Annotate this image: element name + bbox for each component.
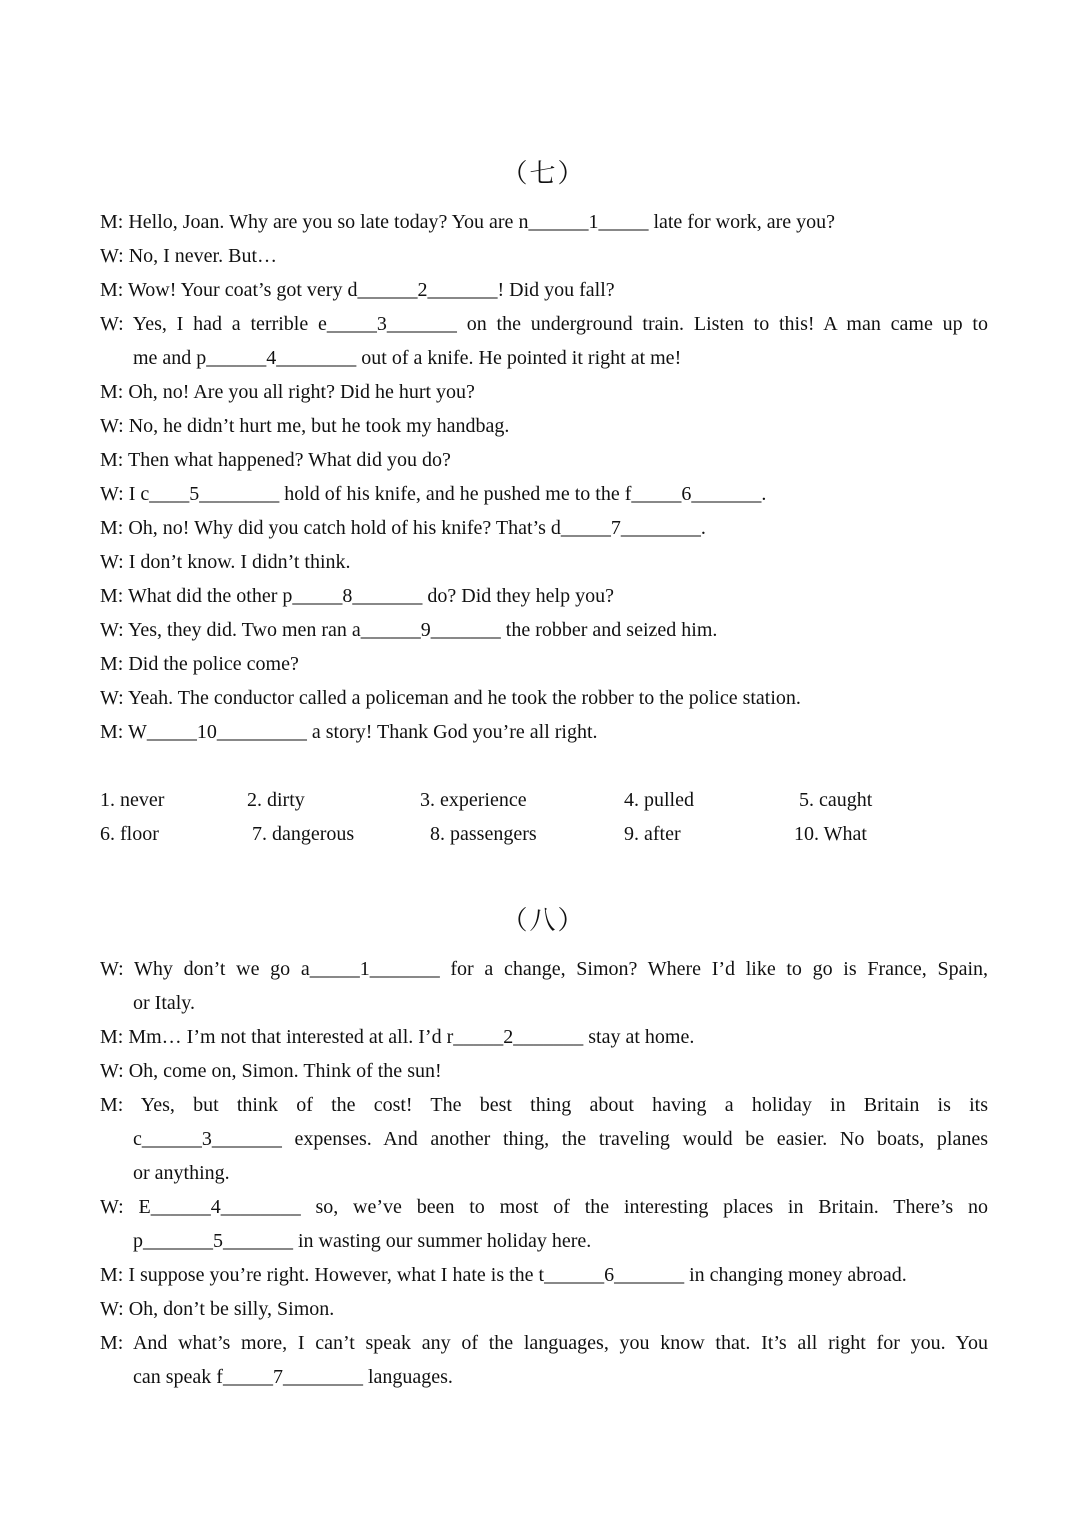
answer-item: 1. never (100, 789, 165, 811)
dialogue-line: c______3_______ expenses. And another thing, the traveling would be easier. No boats, planes (133, 1128, 988, 1150)
answer-item: 2. dirty (247, 789, 305, 811)
answer-item: 6. floor (100, 823, 159, 845)
dialogue-line: me and p______4________ out of a knife. He pointed it right at me! (133, 347, 682, 369)
dialogue-line: W: E______4________ so, we’ve been to most of the interesting places in Britain. There’s no (100, 1196, 988, 1218)
dialogue-line: W: Why don’t we go a_____1_______ for a change, Simon? Where I’d like to go is France, Spain, (100, 958, 988, 980)
dialogue-line: W: Yes, I had a terrible e_____3_______ on the underground train. Listen to this! A man came up to (100, 313, 988, 335)
dialogue-line: M: Did the police come? (100, 653, 299, 675)
dialogue-line: or Italy. (133, 992, 196, 1014)
dialogue-line: M: Yes, but think of the cost! The best thing about having a holiday in Britain is its (100, 1094, 988, 1116)
dialogue-line: M: Oh, no! Are you all right? Did he hurt you? (100, 381, 475, 403)
answer-item: 9. after (624, 823, 681, 845)
dialogue-line: M: And what’s more, I can’t speak any of the languages, you know that. It’s all right for you. You (100, 1332, 988, 1354)
dialogue-line: W: I don’t know. I didn’t think. (100, 551, 351, 573)
dialogue-line: can speak f_____7________ languages. (133, 1366, 453, 1388)
dialogue-line: W: Yeah. The conductor called a policeman and he took the robber to the police station. (100, 687, 801, 709)
dialogue-line: M: Wow! Your coat’s got very d______2_______! Did you fall? (100, 279, 615, 301)
dialogue-line: W: I c____5________ hold of his knife, and he pushed me to the f_____6_______. (100, 483, 767, 505)
dialogue-line: W: Yes, they did. Two men ran a______9_______ the robber and seized him. (100, 619, 718, 641)
dialogue-line: W: Oh, come on, Simon. Think of the sun! (100, 1060, 442, 1082)
dialogue-line: M: Hello, Joan. Why are you so late today? You are n______1_____ late for work, are you? (100, 211, 836, 233)
dialogue-line: M: Then what happened? What did you do? (100, 449, 451, 471)
answer-item: 8. passengers (430, 823, 537, 845)
dialogue-line: p_______5_______ in wasting our summer holiday here. (133, 1230, 592, 1252)
answer-item: 3. experience (420, 789, 527, 811)
dialogue-line: M: What did the other p_____8_______ do? Did they help you? (100, 585, 614, 607)
dialogue-line: W: No, he didn’t hurt me, but he took my handbag. (100, 415, 510, 437)
dialogue-line: W: Oh, don’t be silly, Simon. (100, 1298, 335, 1320)
answer-item: 10. What (794, 823, 867, 845)
answer-item: 4. pulled (624, 789, 694, 811)
dialogue-line: M: W_____10_________ a story! Thank God you’re all right. (100, 721, 598, 743)
answer-item: 5. caught (799, 789, 873, 811)
dialogue-line: M: I suppose you’re right. However, what I hate is the t______6_______ in changing money abroad. (100, 1264, 907, 1286)
dialogue-line: M: Mm… I’m not that interested at all. I’d r_____2_______ stay at home. (100, 1026, 695, 1048)
section-8-title: （八） (501, 906, 586, 935)
dialogue-line: W: No, I never. But… (100, 245, 278, 267)
dialogue-line: or anything. (133, 1162, 230, 1184)
section-7-title: （七） (501, 159, 586, 188)
dialogue-line: M: Oh, no! Why did you catch hold of his knife? That’s d_____7________. (100, 517, 706, 539)
answer-item: 7. dangerous (252, 823, 355, 845)
